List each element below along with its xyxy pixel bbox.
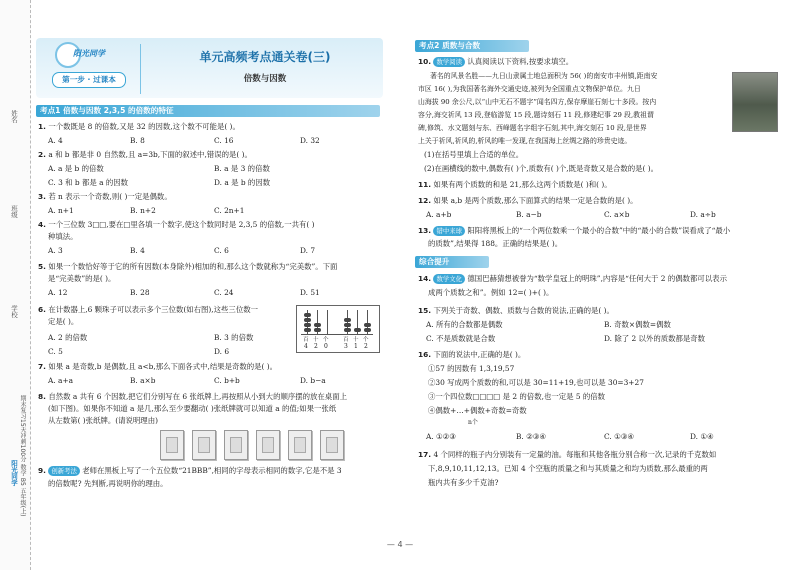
question-8-cont2: 从左数第( )张纸牌。(请说明理由): [48, 416, 158, 425]
abacus-value-6: 2: [364, 343, 368, 350]
q15-option-c[interactable]: C. 不是质数就是合数: [426, 334, 496, 343]
q16-statement-4: ④偶数+…+偶数+奇数=奇数: [428, 406, 527, 415]
q16-option-c[interactable]: C. ①③④: [604, 432, 634, 441]
step-badge: 第一步 · 过课本: [52, 72, 126, 88]
q16-option-b[interactable]: B. ②③④: [516, 432, 547, 441]
q14-tag: 数学文化: [433, 274, 465, 284]
q10-sub-2: (2)在画横线的数中,偶数有( )个,质数有( )个,既是奇数又是合数的是( )。: [424, 164, 659, 173]
question-3: 3. 若 n 表示一个奇数,则( )一定是偶数。: [38, 192, 172, 201]
q5-option-c[interactable]: C. 24: [214, 288, 234, 297]
card-4[interactable]: [256, 430, 280, 460]
section-2-header: 考点2 质数与合数: [415, 40, 529, 52]
abacus-label-ones-1: 个: [323, 337, 329, 343]
q13-tag: 错中来球: [433, 226, 465, 236]
q4-option-d[interactable]: D. 7: [300, 246, 316, 255]
q10-passage-4: 容分,海交祈风 13 段,登临游览 15 段,题诗刻石 11 段,修建纪事 29 段,教祖谓: [418, 111, 654, 119]
abacus-value-3: 0: [324, 343, 328, 350]
question-17-cont2: 瓶内共有多少千克油?: [428, 478, 499, 487]
abacus-label-hundreds-1: 百: [303, 337, 309, 343]
question-15: 15. 下列关于奇数、偶数、质数与合数的说法,正确的是( )。: [418, 306, 614, 315]
question-9: 9. 创新考法 老师在黑板上写了一个五位数“21BBB”,相同的字母表示相同的数字,它是不是 3: [38, 466, 342, 475]
series-label: 期末复习15天冲刺100分 数学 B5 五年级(上): [19, 395, 26, 517]
question-11: 11. 如果有两个质数的和是 21,那么这两个质数是( )和( )。: [418, 180, 612, 189]
question-4-cont: 种填法。: [48, 232, 78, 241]
q6-option-a[interactable]: A. 2 的倍数: [48, 333, 88, 342]
q10-sub-1: (1)在括号里填上合适的单位。: [424, 150, 524, 159]
q5-option-d[interactable]: D. 51: [300, 288, 320, 297]
q1-option-d[interactable]: D. 32: [300, 136, 320, 145]
q7-option-b[interactable]: B. a×b: [130, 376, 156, 385]
question-9-cont: 的倍数呢? 先判断,再说明你的理由。: [48, 479, 168, 488]
abacus-label-hundreds-2: 百: [343, 337, 349, 343]
q16-statement-1: ①57 的因数有 1,3,19,57: [428, 364, 515, 373]
name-label: 姓名: [10, 110, 18, 123]
q16-brace-label: n个: [468, 419, 478, 426]
q15-option-d[interactable]: D. 除了 2 以外的质数都是奇数: [604, 334, 706, 343]
page-subtitle: 倍数与因数: [243, 74, 287, 84]
class-label: 班级: [10, 205, 18, 218]
header-divider: [140, 44, 141, 94]
question-12: 12. 如果 a,b 是两个质数,那么下面算式的结果一定是合数的是( )。: [418, 196, 638, 205]
abacus-label-tens-1: 十: [313, 337, 319, 343]
question-17: 17. 4 个同样的瓶子内分别装有一定量的油。每瓶和其他各瓶分别合称一次,记录的千克数如: [418, 450, 717, 459]
abacus-value-1: 4: [304, 343, 308, 350]
q15-option-b[interactable]: B. 奇数×偶数=偶数: [604, 320, 671, 329]
q10-passage-3: 山海拔 90 余公尺,以“山中无石不题字”闻名四方,保存摩崖石刻七十多段。按内: [418, 98, 657, 106]
card-5[interactable]: [288, 430, 312, 460]
abacus-rods: [305, 310, 371, 334]
question-13-cont: 的质数”,结果得 188。正确的结果是( )。: [428, 239, 563, 248]
q2-option-a[interactable]: A. a 是 b 的倍数: [48, 164, 104, 173]
abacus-value-2: 2: [314, 343, 318, 350]
q12-option-b[interactable]: B. a−b: [516, 210, 542, 219]
card-1[interactable]: [160, 430, 184, 460]
brand-logo: 阳光同学: [10, 460, 18, 486]
q6-option-d[interactable]: D. 6: [214, 347, 230, 356]
question-14-cont: 成两个质数之和”。例如 12=( )+( )。: [428, 288, 554, 297]
section-1-header: 考点1 倍数与因数 2,3,5 的倍数的特征: [36, 105, 380, 117]
q3-option-b[interactable]: B. n+2: [130, 206, 156, 215]
q3-option-c[interactable]: C. 2n+1: [214, 206, 245, 215]
q7-option-d[interactable]: D. b−a: [300, 376, 326, 385]
q5-option-b[interactable]: B. 28: [130, 288, 150, 297]
q15-option-a[interactable]: A. 所有的合数都是偶数: [426, 320, 503, 329]
card-6[interactable]: [320, 430, 344, 460]
abacus-label-ones-2: 个: [363, 337, 369, 343]
q4-option-a[interactable]: A. 3: [48, 246, 63, 255]
question-13: 13. 错中来球 阳阳将黑板上的“一个两位数乘一个最小的合数”中的“最小的合数”误看成了“最小: [418, 226, 731, 235]
abacus-figure: [296, 305, 380, 353]
q12-option-c[interactable]: C. a×b: [604, 210, 630, 219]
logo: [55, 42, 125, 68]
q10-passage-5: 碑,修筑、水文题刻与东、西峰题名字组字石刻,其中,海交刻石 10 段,是世界: [418, 124, 647, 132]
question-8-cont: (如下图)。如果你不知道 a 是几,那么至少要翻动( )张纸牌就可以知道 a 的值;如果一张纸: [48, 404, 337, 413]
question-6: 6. 在计数器上,6 颗珠子可以表示多个三位数(如右图),这些三位数一: [38, 305, 258, 314]
q9-tag: 创新考法: [48, 466, 80, 476]
abacus-value-5: 1: [354, 343, 358, 350]
q12-option-d[interactable]: D. a÷b: [690, 210, 716, 219]
question-6-cont: 定是( )。: [48, 317, 79, 326]
q5-option-a[interactable]: A. 12: [48, 288, 68, 297]
q3-option-a[interactable]: A. n+1: [48, 206, 74, 215]
q16-option-d[interactable]: D. ①④: [690, 432, 714, 441]
q16-statement-2: ②30 写成两个质数的和,可以是 30=11+19,也可以是 30=3+27: [428, 378, 644, 387]
logo-text: 阳光同学: [73, 49, 105, 58]
school-label: 学校: [10, 305, 18, 318]
page-number: — 4 —: [386, 540, 414, 549]
q2-option-b[interactable]: B. a 是 3 的倍数: [214, 164, 270, 173]
question-2: 2. a 和 b 都是非 0 自然数,且 a=3b,下面的叙述中,错误的是( )。: [38, 150, 252, 159]
q10-passage-6: 上关于祈风,祈风的,析风的唯一发现,在我国海上丝绸之路的珍贵史迹。: [418, 137, 632, 145]
question-1: 1. 一个数既是 8 的倍数,又是 32 的因数,这个数不可能是( )。: [38, 122, 240, 131]
question-16: 16. 下面的说法中,正确的是( )。: [418, 350, 526, 359]
q1-option-a[interactable]: A. 4: [48, 136, 63, 145]
abacus-value-4: 3: [344, 343, 348, 350]
q10-passage-1: 著名的风景名胜——九日山隶属土地总面积为 56( )的南安市丰州镇,距南安: [430, 72, 658, 80]
q4-option-b[interactable]: B. 4: [130, 246, 145, 255]
q6-option-b[interactable]: B. 3 的倍数: [214, 333, 254, 342]
q1-option-b[interactable]: B. 8: [130, 136, 145, 145]
question-4: 4. 一个三位数 3□□,要在□里各填一个数字,使这个数同时是 2,3,5 的倍数,一共有( ): [38, 220, 315, 229]
q7-option-c[interactable]: C. b+b: [214, 376, 240, 385]
q6-option-c[interactable]: C. 5: [48, 347, 63, 356]
question-8: 8. 自然数 a 共有 6 个因数,把它们分别写在 6 张纸牌上,再按照从小到大的顺序摆的放在桌面上: [38, 392, 347, 401]
q16-statement-3: ③一个四位数□□□□ 是 2 的倍数,也一定是 5 的倍数: [428, 392, 606, 401]
page-title: 单元高频考点通关卷(三): [199, 50, 331, 64]
q2-option-c[interactable]: C. 3 和 b 都是 a 的因数: [48, 178, 129, 187]
q10-passage-2: 市区 16( ),为我国著名海外交通史迹,被列为全国重点文物保护单位。九日: [418, 85, 641, 93]
abacus-label-tens-2: 十: [353, 337, 359, 343]
q7-option-a[interactable]: A. a+a: [48, 376, 74, 385]
q1-option-c[interactable]: C. 16: [214, 136, 234, 145]
mountain-photo: [732, 72, 778, 132]
section-3-header: 综合提升: [415, 256, 489, 268]
card-3[interactable]: [224, 430, 248, 460]
q12-option-a[interactable]: A. a+b: [426, 210, 452, 219]
question-7: 7. 如果 a 是奇数,b 是偶数,且 a<b,那么下面各式中,结果是奇数的是( )。: [38, 362, 278, 371]
question-10: 10. 数学阅读 认真阅读以下资料,按要求填空。: [418, 57, 574, 66]
question-5-cont: 是“完美数”的是( )。: [48, 274, 116, 283]
q2-option-d[interactable]: D. a 是 b 的因数: [214, 178, 271, 187]
q4-option-c[interactable]: C. 6: [214, 246, 229, 255]
question-5: 5. 如果一个数恰好等于它的所有因数(本身除外)相加的和,那么这个数就称为“完美数”。下面: [38, 262, 338, 271]
q10-tag: 数学阅读: [433, 57, 465, 67]
card-2[interactable]: [192, 430, 216, 460]
question-17-cont: 下,8,9,10,11,12,13。已知 4 个空瓶的质量之和与其质量之和均为质数,那么最重的两: [428, 464, 708, 473]
q16-option-a[interactable]: A. ①②③: [426, 432, 456, 441]
question-14: 14. 数学文化 德国巴赫猜想被誉为“数学皇冠上的明珠”,内容是“任何大于 2 的偶数都可以表示: [418, 274, 727, 283]
